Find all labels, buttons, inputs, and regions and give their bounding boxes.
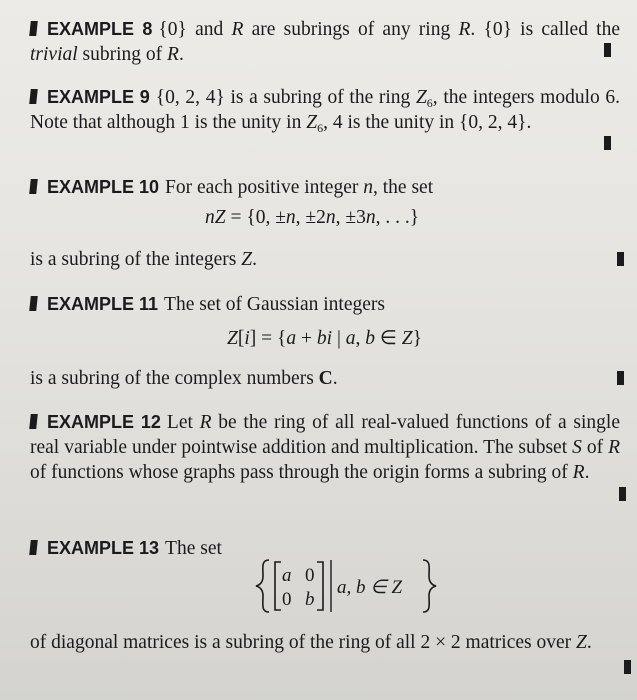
- example-11-intro: The set of Gaussian integers: [164, 294, 385, 315]
- example-11-after: is a subring of the complex numbers C.: [30, 368, 338, 389]
- right-brace: [423, 560, 436, 612]
- example-11-conclusion: [30, 366, 620, 391]
- example-13-intro: The set: [165, 538, 222, 559]
- end-of-example-marker: [617, 252, 624, 266]
- example-label: EXAMPLE 12: [47, 412, 161, 432]
- example-marker: [29, 540, 38, 555]
- end-of-example-marker: [624, 660, 631, 674]
- example-11: [30, 292, 620, 317]
- matrix-entry-a: a: [282, 565, 292, 586]
- example-10-display-formula: nZ = {0, ±n, ±2n, ±3n, . . .}: [205, 207, 420, 228]
- example-9-text: {0, 2, 4} is a subring of the ring $Z_6$, the integers modulo 6. Note that although 1 is the unity in $Z_6$, 4 is the unity in {0, 2, 4}.: [30, 87, 620, 135]
- example-marker: [29, 179, 38, 194]
- example-label: EXAMPLE 10: [47, 177, 160, 197]
- example-13-conclusion: [30, 630, 630, 655]
- left-brace: [256, 560, 269, 612]
- example-label: EXAMPLE 8: [47, 19, 153, 39]
- example-label: EXAMPLE 13: [47, 538, 160, 558]
- example-10-after: is a subring of the integers Z.: [30, 249, 257, 270]
- example-marker: [29, 89, 38, 104]
- matrix-left-bracket: [275, 562, 281, 610]
- example-9: [30, 85, 620, 135]
- example-marker: [29, 414, 38, 429]
- end-of-example-marker: [604, 43, 611, 57]
- example-10-conclusion: [30, 247, 620, 272]
- example-marker: [29, 21, 38, 36]
- matrix-entry-0-top: 0: [305, 565, 315, 586]
- end-of-example-marker: [617, 371, 624, 385]
- example-8: [30, 17, 620, 67]
- example-12: [30, 410, 620, 485]
- diagonal-matrix-set-formula: [255, 556, 440, 616]
- example-10: [30, 175, 620, 200]
- example-label: EXAMPLE 11: [47, 294, 159, 314]
- matrix-entry-b: b: [305, 589, 315, 610]
- example-marker: [29, 296, 38, 311]
- end-of-example-marker: [604, 136, 611, 150]
- example-11-display-formula: Z[i] = {a + bi | a, b ∈ Z}: [227, 328, 422, 349]
- matrix-entry-0-bottom: 0: [282, 589, 292, 610]
- end-of-example-marker: [619, 487, 626, 501]
- example-12-text: Let R be the ring of all real-valued functions of a single real variable under pointwise addition and multiplication. The subset S of R of functions whose graphs pass through the origin forms a subring of R.: [30, 412, 620, 483]
- matrix-condition: a, b ∈ Z: [337, 577, 403, 598]
- example-10-intro: For each positive integer n, the set: [165, 177, 434, 198]
- matrix-right-bracket: [317, 562, 323, 610]
- example-8-text: {0} and R are subrings of any ring R. {0} is called the trivial subring of R.: [30, 19, 620, 65]
- example-13-after: of diagonal matrices is a subring of the ring of all 2 × 2 matrices over Z.: [30, 632, 592, 653]
- example-label: EXAMPLE 9: [47, 87, 150, 107]
